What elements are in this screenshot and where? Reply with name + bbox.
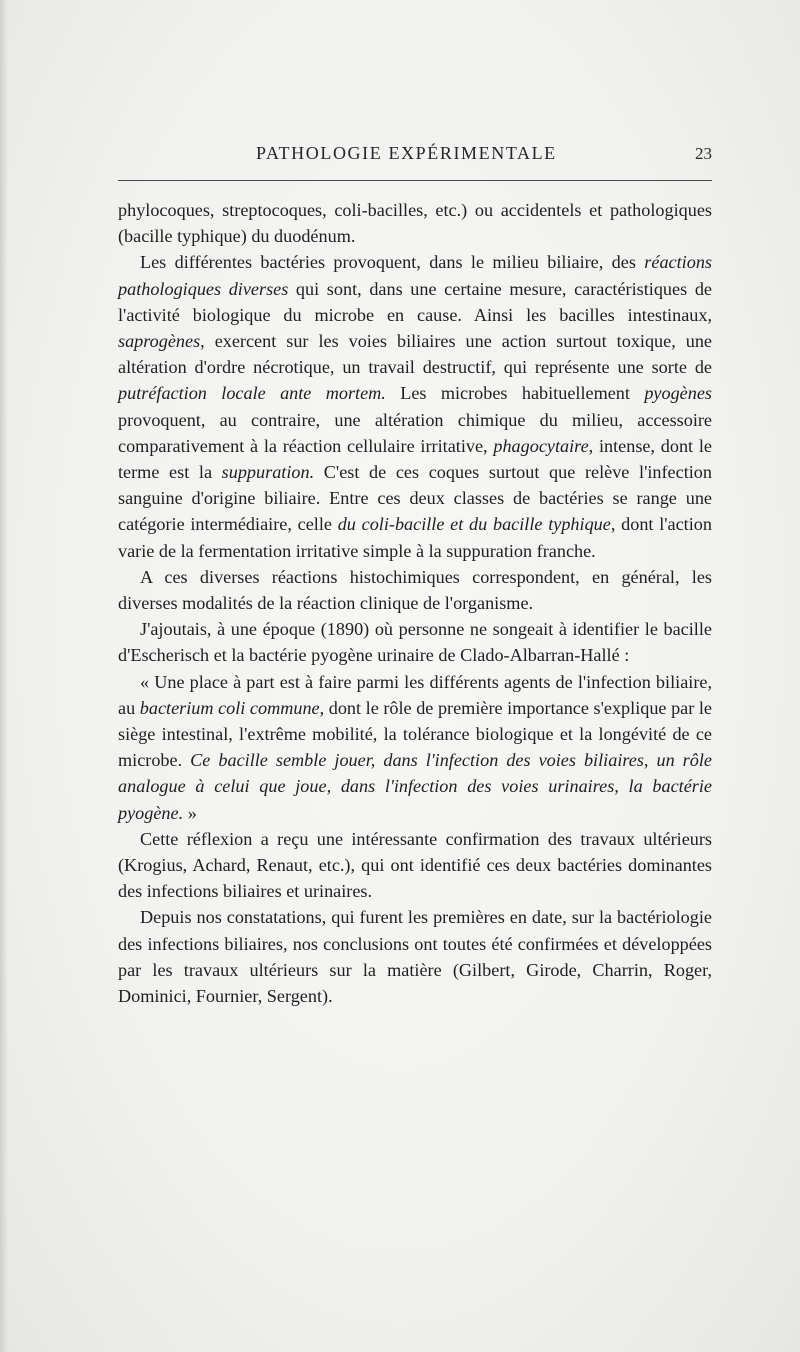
- text-run: « Une place à part est à faire parmi les différents agents de l'infection biliaire, au: [118, 671, 712, 718]
- text-run: , exercent sur les voies biliaires une action surtout toxique, une altération d'ordre nécrotique, un travail destructif, qui représente une sorte de: [118, 331, 712, 378]
- text-run: , dont l'action varie de la fermentation irritative simple à la suppuration franche.: [118, 514, 712, 561]
- text-run: provoquent, au contraire, une altération chimique du milieu, accessoire comparativement à la réaction cellulaire irritative,: [118, 409, 712, 456]
- text-run: J'ajoutais, à une époque (1890) où personne ne songeait à identifier le bacille d'Escherisch et la bactérie pyogène urinaire de Clado-Albarran-Hallé :: [118, 619, 712, 666]
- text-run: qui sont, dans une certaine mesure, caractéristiques de l'activité biologique du microbe en cause. Ainsi les bacilles intestinaux,: [118, 278, 712, 325]
- text-run: A ces diverses réactions histochimiques correspondent, en général, les diverses modalités de la réaction clinique de l'organisme.: [118, 566, 712, 614]
- italic-run: bacterium coli commune: [139, 697, 320, 718]
- page-number: 23: [695, 144, 712, 163]
- header-rule: [118, 180, 712, 181]
- paragraph-3: [118, 564, 712, 616]
- body-text: [118, 197, 712, 1009]
- text-run: C'est de ces coques surtout que relève l'infection sanguine d'origine biliaire. Entre ces deux classes de bactéries se range une catégorie intermédiaire, celle: [118, 462, 712, 535]
- paragraph-7: [118, 904, 712, 1009]
- text-run: Cette réflexion a reçu une intéressante confirmation des travaux ultérieurs (Krogius, Achard, Renaut, etc.), qui ont identifié ces deux bactéries dominantes des infections biliaires et urinaires.: [118, 828, 712, 902]
- italic-run: réactions pathologiques diverses: [118, 252, 712, 299]
- page-header: [118, 143, 712, 167]
- italic-run: phagocytaire: [493, 435, 589, 456]
- text-run: , dont le rôle de première importance s'explique par le siège intestinal, l'extrême mobilité, la tolérance biologique et la longévité de ce microbe.: [118, 697, 713, 771]
- italic-run: putréfaction locale ante mortem.: [118, 383, 386, 404]
- paragraph-2: [118, 249, 712, 563]
- text-run: »: [183, 802, 197, 823]
- text-run: Depuis nos constatations, qui furent les premières en date, sur la bactériologie des infections biliaires, nos conclusions ont toutes été confirmées et développées par les travaux ultérieurs sur la matière (Gilbert, Girode, Charrin, Roger, Dominici, Fournier, Sergent).: [118, 907, 712, 1007]
- text-run: Les différentes bactéries provoquent, dans le milieu biliaire, des: [140, 252, 645, 273]
- italic-run: saprogènes: [118, 331, 201, 352]
- running-title: PATHOLOGIE EXPÉRIMENTALE: [256, 143, 557, 163]
- paragraph-1: [118, 197, 712, 249]
- italic-run: du coli-bacille et du bacille typhique: [337, 514, 611, 535]
- paragraph-6: [118, 826, 712, 905]
- text-run: Les microbes habituellement: [385, 383, 645, 404]
- text-run: , intense, dont le terme est la: [118, 435, 712, 483]
- italic-run: suppuration.: [221, 462, 315, 483]
- page-edge-shadow: [0, 0, 8, 1352]
- paragraph-4: [118, 616, 712, 668]
- text-run: phylocoques, streptocoques, coli-bacilles, etc.) ou accidentels et pathologiques (bacille typhique) du duodénum.: [118, 200, 712, 247]
- italic-run: Ce bacille semble jouer, dans l'infection des voies biliaires, un rôle analogue à celui que joue, dans l'infection des voies urinaires, la bactérie pyogène.: [118, 750, 712, 823]
- italic-run: pyogènes: [644, 383, 712, 404]
- paragraph-5-quote: [118, 669, 712, 826]
